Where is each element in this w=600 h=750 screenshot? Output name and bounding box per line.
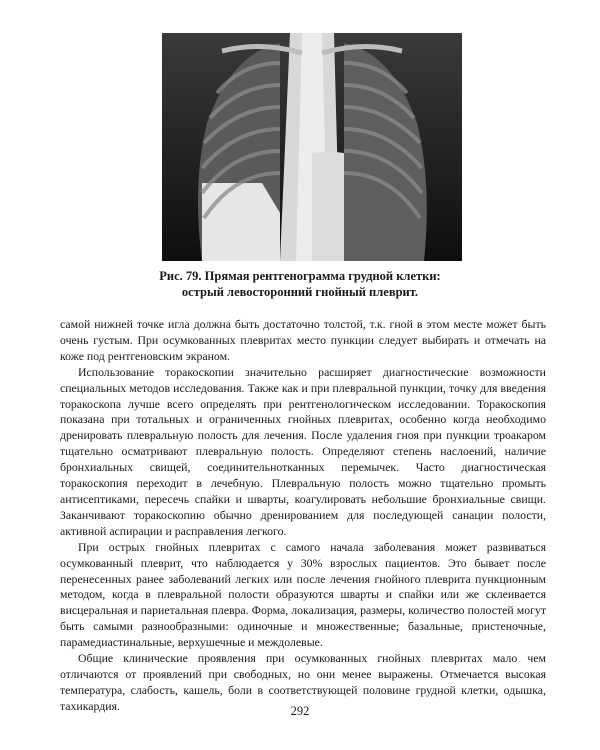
paragraph-encapsulated-pleurisy: При острых гнойных плевритах с самого начала заболевания может развиваться осумкованный плеврит, что наблюдается у 30% взрослых пациентов. Это бывает после перенесенных ранее заболеваний легких или после лечения гнойного плеврита пункционным методом, когда в плевральной полости образуются шварты и спайки или же склеивается висцеральная и париетальная плевра. Форма, локализация, размеры, количество полостей могут быть самыми разнообразными: одиночные и множественные; базальные, пристеночные, парамедиастинальные, верхушечные и междолевые. [60,539,546,650]
paragraph-thoracoscopy: Использование торакоскопии значительно расширяет диагностические возможности специальных методов исследования. Также как и при плевральной пункции, точку для введения торакоскопа лучше всего определять при рентгенологическом исследовании. Торакоскопия показана при тотальных и ограниченных гнойных плевритах, особенно когда необходимо дренировать плевральную полость для лечения. После удаления гноя при пункции троакаром тщательно осматривают плевральную полость. Определяют степень наслоений, наличие бронхиальных свищей, соединительнотканных перемычек. Часто диагностическая торакоскопия переходит в лечебную. Плевральную полость можно тщательно промыть антисептиками, пересечь спайки и шварты, коагулировать небольшие бронхиальные свищи. Заканчивают торакоскопию обычно дренированием для последующей санации полости, активной аспирации и расправления легкого. [60,364,546,538]
figure-caption-line-2: острый левосторонний гнойный плеврит. [181,285,419,299]
figure-caption [0,268,600,300]
paragraph-continued: самой нижней точке игла должна быть достаточно толстой, т.к. гной в этом месте может быть очень густым. При осумкованных плевритах место пункции следует выбирать и отмечать на коже под рентгеновским экраном. [60,317,546,363]
body-text [60,317,546,715]
chest-xray-figure [162,33,462,261]
page-number: 292 [290,704,310,718]
chest-xray-image [162,33,462,261]
paragraph-clinical-signs: Общие клинические проявления при осумкованных гнойных плевритах мало чем отличаются от проявлений при свободных, но они менее выражены. Отмечается высокая температура, слабость, кашель, боли в соответствующей половине грудной клетки, одышка, тахикардия. [60,651,546,713]
figure-caption-line-1: Рис. 79. Прямая рентгенограмма грудной клетки: [159,269,441,283]
